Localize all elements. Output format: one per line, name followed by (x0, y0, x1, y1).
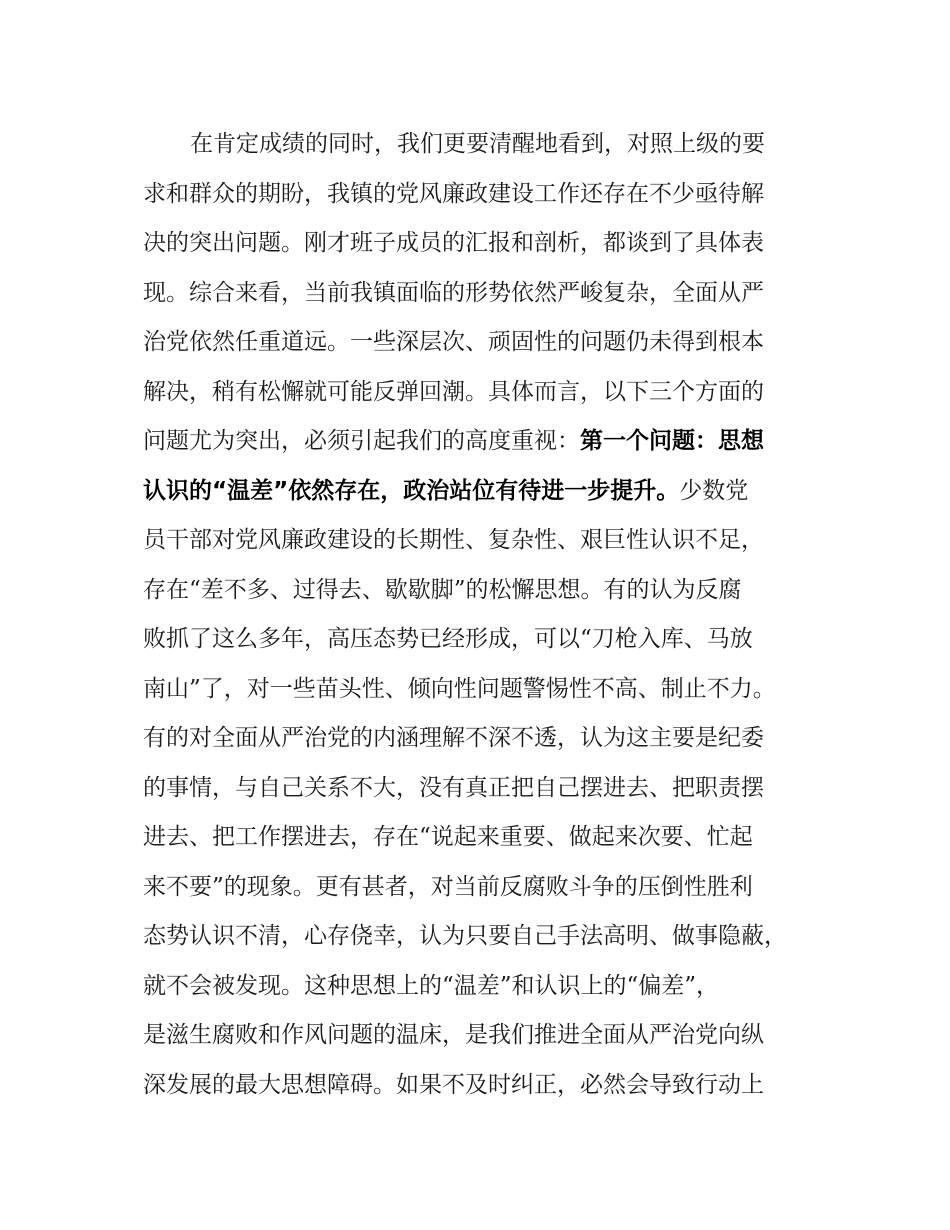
bold-heading-part-1: 第一个问题：思想 (580, 428, 764, 454)
text-line-3: 决的突出问题。刚才班子成员的汇报和剖析，都谈到了具体表 (143, 230, 764, 256)
text-line-13: 有的对全面从严治党的内涵理解不深不透，认为这主要是纪委 (143, 725, 764, 751)
text-line-20: 深发展的最大思想障碍。如果不及时纠正，必然会导致行动上 (143, 1071, 764, 1098)
text-line-11: 败抓了这么多年，高压态势已经形成，可以“刀枪入库、马放 (143, 626, 753, 652)
text-line-19: 是滋生腐败和作风问题的温床，是我们推进全面从严治党向纵 (143, 1022, 764, 1048)
text-line-9: 员干部对党风廉政建设的长期性、复杂性、艰巨性认识不足， (143, 527, 764, 553)
text-line-7: 问题尤为突出，必须引起我们的高度重视：第一个问题：思想 (143, 428, 764, 454)
text-line-2: 求和群众的期盼，我镇的党风廉政建设工作还存在不少亟待解 (143, 180, 764, 207)
text-line-17: 态势认识不清，心存侥幸，认为只要自己手法高明、做事隐蔽， (143, 923, 787, 949)
text-line-4: 现。综合来看，当前我镇面临的形势依然严峻复杂，全面从严 (143, 279, 764, 306)
bold-heading-part-2: 认识的“温差”依然存在，政治站位有待进一步提升。 (143, 477, 680, 504)
text-line-14: 的事情，与自己关系不大，没有真正把自己摆进去、把职责摆 (143, 774, 764, 801)
text-line-18: 就不会被发现。这种思想上的“温差”和认识上的“偏差”， (143, 972, 720, 999)
text-line-16: 来不要”的现象。更有甚者，对当前反腐败斗争的压倒性胜利 (143, 873, 753, 900)
body-paragraph (143, 120, 813, 1110)
text-line-1: 在肯定成绩的同时，我们更要清醒地看到，对照上级的要 (190, 131, 765, 157)
text-line-15: 进去、把工作摆进去，存在“说起来重要、做起来次要、忙起 (143, 824, 753, 850)
text-line-12: 南山”了，对一些苗头性、倾向性问题警惕性不高、制止不力。 (143, 675, 776, 702)
text-line-6: 解决，稍有松懈就可能反弹回潮。具体而言，以下三个方面的 (143, 378, 764, 405)
text-line-10: 存在“差不多、过得去、歇歇脚”的松懈思想。有的认为反腐 (143, 576, 742, 603)
text-line-5: 治党依然任重道远。一些深层次、顽固性的问题仍未得到根本 (143, 329, 764, 355)
text-line-8: 认识的“温差”依然存在，政治站位有待进一步提升。少数党 (143, 477, 749, 504)
